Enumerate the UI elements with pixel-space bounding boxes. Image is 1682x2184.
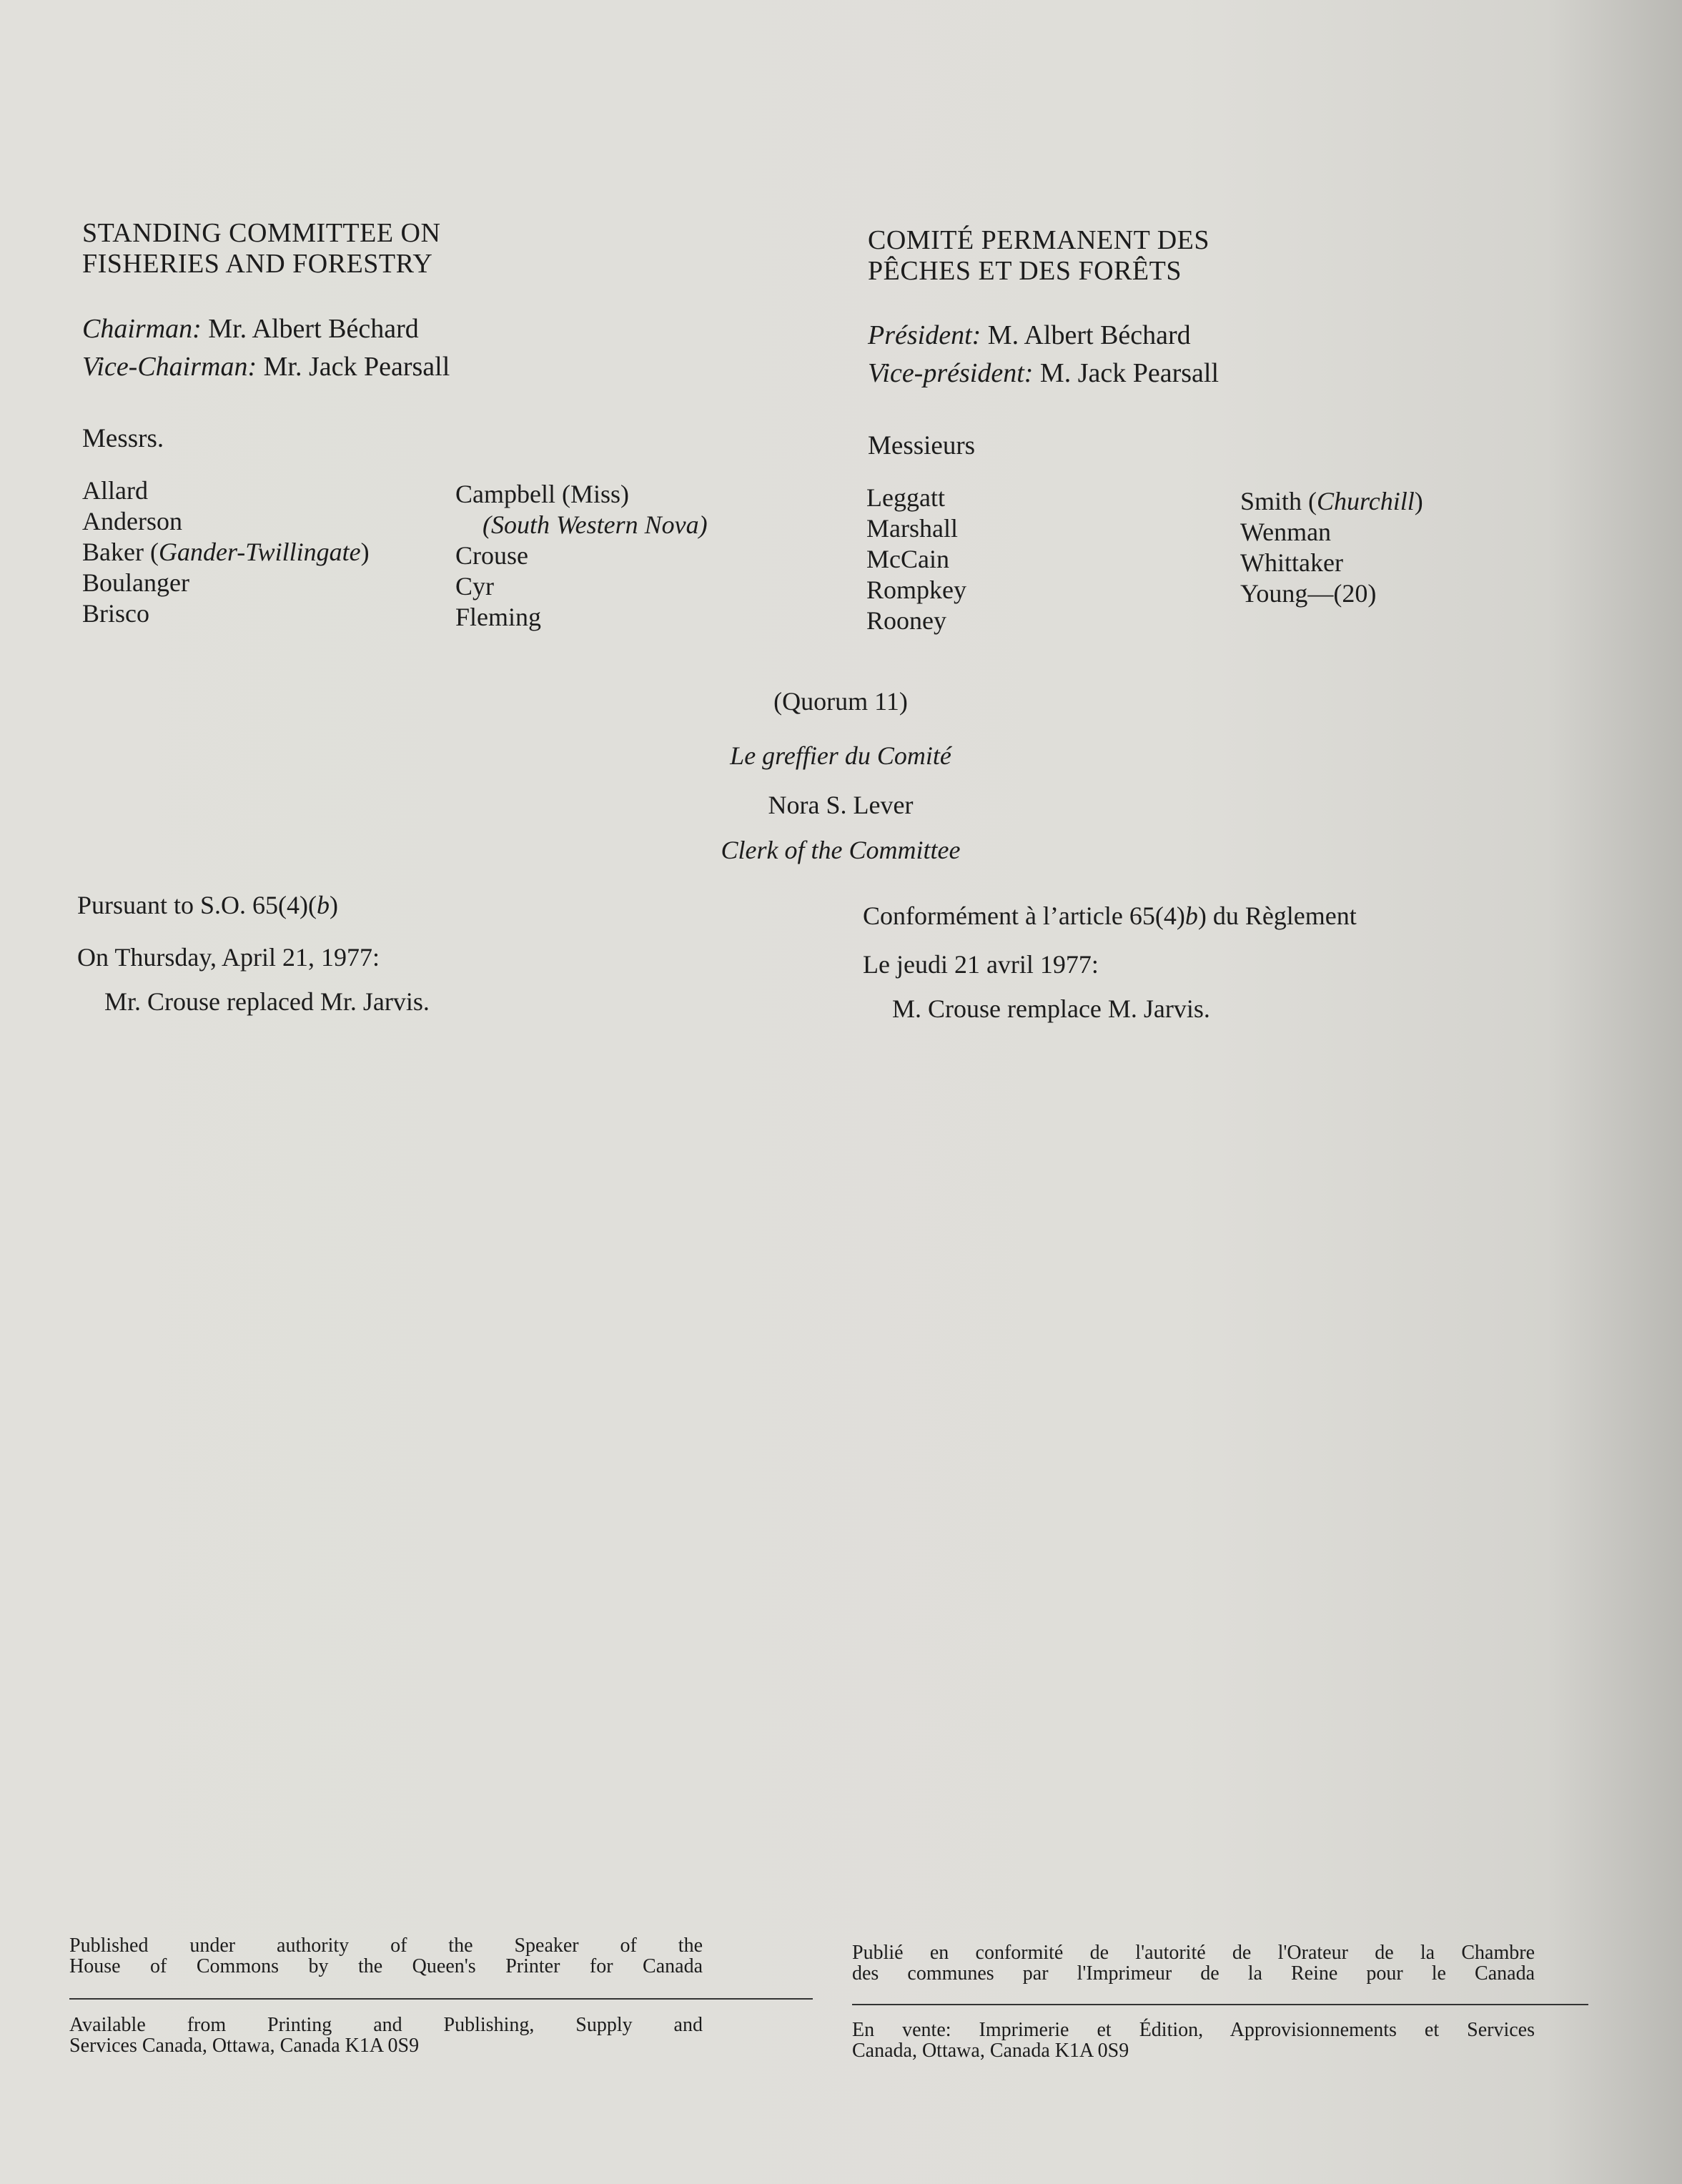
member-name: Young—(20) (1240, 579, 1377, 608)
member-riding: (South Western Nova) (483, 510, 708, 539)
footer-available-en (69, 2015, 703, 2057)
vice-chairman-label-fr: Vice-président: (868, 358, 1034, 389)
vice-chairman-line-en (82, 348, 450, 386)
pursuant-fr: Conformément à l’article 65(4)b) du Règlement (863, 901, 1357, 930)
member-name: Crouse (455, 541, 528, 570)
footer-line: Canada, Ottawa, Canada K1A 0S9 (852, 2040, 1129, 2062)
member-name: Anderson (82, 507, 182, 535)
committee-title-fr-line2: PÊCHES ET DES FORÊTS (868, 255, 1182, 286)
members-col2-en (455, 479, 708, 633)
clerk-title: Clerk of the Committee (721, 836, 961, 864)
member-name-with-riding: Baker (Gander-Twillingate) (82, 538, 370, 566)
chairman-name-en: Mr. Albert Béchard (208, 314, 419, 344)
member-name: Cyr (455, 572, 494, 601)
chairman-name-fr: M. Albert Béchard (987, 320, 1191, 350)
pursuant-en: Pursuant to S.O. 65(4)(b) (77, 891, 338, 919)
committee-title-en-line2: FISHERIES AND FORESTRY (82, 248, 433, 279)
member-riding: Churchill (1317, 487, 1415, 515)
vice-chairman-name-en: Mr. Jack Pearsall (263, 352, 450, 382)
footer-published-fr (852, 1942, 1535, 1985)
member-name: Marshall (866, 514, 958, 543)
replacement-fr: M. Crouse remplace M. Jarvis. (892, 994, 1210, 1023)
replacement-en: Mr. Crouse replaced Mr. Jarvis. (104, 987, 430, 1016)
member-name: Rooney (866, 606, 946, 635)
date-line-en: On Thursday, April 21, 1977: (77, 943, 380, 972)
footer-divider-en (69, 1998, 813, 2000)
footer-line: Publié en conformité de l'autorité de l'Orateur de la Chambre (852, 1942, 1535, 1964)
member-riding: Gander-Twillingate (158, 538, 361, 566)
committee-title-fr (868, 225, 1209, 286)
member-name-with-riding: Smith (Churchill) (1240, 487, 1423, 515)
member-name: Leggatt (866, 483, 945, 512)
officers-fr (868, 317, 1219, 392)
member-name: Baker (82, 538, 144, 566)
footer-available-fr (852, 2020, 1535, 2062)
member-name: Rompkey (866, 575, 966, 604)
chairman-label-fr: Président: (868, 320, 981, 350)
vice-chairman-line-fr (868, 355, 1219, 392)
footer-line: House of Commons by the Queen's Printer for Canada (69, 1955, 703, 1978)
footer-line: Available from Printing and Publishing, Supply and (69, 2014, 703, 2036)
footer-line: Published under authority of the Speaker of the (69, 1935, 703, 1957)
vice-chairman-label-en: Vice-Chairman: (82, 352, 257, 382)
greffier-du-comite: Le greffier du Comité (730, 741, 951, 770)
date-line-fr: Le jeudi 21 avril 1977: (863, 950, 1099, 979)
committee-title-fr-line1: COMITÉ PERMANENT DES (868, 225, 1209, 255)
member-name: Smith (1240, 487, 1302, 515)
footer-line: En vente: Imprimerie et Édition, Approvisionnements et Services (852, 2019, 1535, 2041)
officers-en (82, 310, 450, 386)
member-name: Brisco (82, 599, 149, 628)
footer-published-en (69, 1935, 703, 1977)
member-name: McCain (866, 545, 949, 573)
member-name: Fleming (455, 603, 542, 631)
member-name: Allard (82, 476, 148, 505)
clerk-name: Nora S. Lever (768, 791, 914, 819)
chairman-line-fr (868, 317, 1219, 355)
member-name: Boulanger (82, 568, 189, 597)
quorum: (Quorum 11) (773, 687, 908, 716)
members-col2-fr (1240, 486, 1423, 609)
committee-title-en (82, 218, 440, 279)
footer-line: des communes par l'Imprimeur de la Reine pour le Canada (852, 1962, 1535, 1985)
members-heading-fr: Messieurs (868, 431, 976, 460)
members-col1-fr (866, 483, 966, 636)
members-col1-en (82, 475, 370, 629)
footer-divider-fr (852, 2004, 1588, 2005)
vice-chairman-name-fr: M. Jack Pearsall (1039, 358, 1220, 389)
committee-title-en-line1: STANDING COMMITTEE ON (82, 218, 441, 248)
members-heading-en: Messrs. (82, 424, 164, 453)
member-name: Wenman (1240, 518, 1332, 546)
chairman-line-en (82, 310, 450, 348)
member-name: Whittaker (1240, 548, 1343, 577)
chairman-label-en: Chairman: (82, 314, 202, 344)
member-name: Campbell (Miss) (455, 480, 629, 508)
footer-line: Services Canada, Ottawa, Canada K1A 0S9 (69, 2035, 420, 2057)
